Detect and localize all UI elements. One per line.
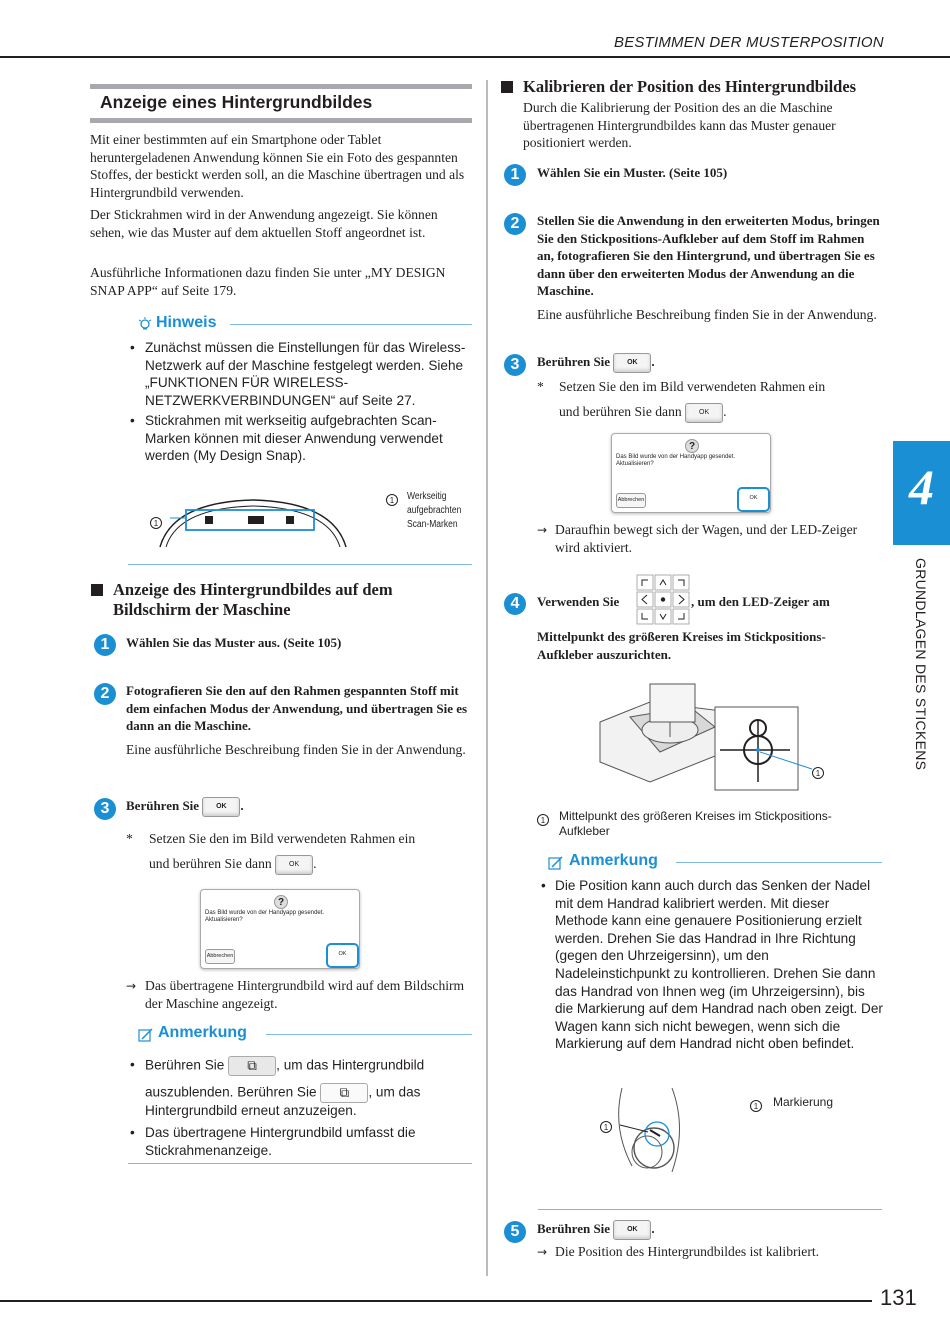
right-step-4-c: Mittelpunkt des größeren Kreises im Stickpositions-Aufkleber auszurichten. [537,629,826,662]
intro-paragraph-1: Mit einer bestimmten auf ein Smartphone oder Tablet heruntergeladenen Anwendung können Sie ein Foto des gespannten Stoffes, der bestickt werden soll, an die Maschine übertragen und als Hintergrundbild verwenden. [90,132,465,200]
right-step-3-line: Berühren Sie OK . [537,353,655,373]
chapter-label: GRUNDLAGEN DES STICKENS [913,558,929,771]
section-bar-bottom [90,118,472,123]
right-step-2-note: Eine ausführliche Beschreibung finden Sie in der Anwendung. [537,307,877,322]
bullet-dot: • [130,1057,135,1072]
note-rule-bottom [128,1163,472,1164]
memo-icon [138,1028,154,1047]
handwheel-figure-label: Markierung [773,1095,834,1109]
right-step-5-line: Berühren Sie OK . [537,1220,655,1240]
intro-paragraph-2: Der Stickrahmen wird in der Anwendung angezeigt. Sie können sehen, wie das Muster auf dem aktuellen Stoff angeordnet ist. [90,207,438,240]
arrow-keypad[interactable] [636,574,690,631]
step-badge-4: 4 [504,593,526,615]
page-number: 131 [880,1285,917,1310]
subsection-title: Anzeige des Hintergrundbildes auf dem Bildschirm der Maschine [113,580,393,619]
note-text: auszublenden. Berühren Sie [145,1084,317,1100]
ok-button[interactable]: OK [613,353,651,373]
asterisk: * [126,831,133,846]
step-badge-1: 1 [94,634,116,656]
right-step-2-text: Stellen Sie die Anwendung in den erweiterten Modus, bringen Sie den Stickpositions-Aufkleber auf dem Stoff im Rahmen an, fotografieren Sie den Hintergrund, und übertragen Sie es dann über den erweiterten Modus der Anwendung an die Maschine. [537,213,880,298]
right-step-4-b: , um den LED-Zeiger am [691,594,830,609]
right-intro: Durch die Kalibrierung der Position des an die Maschine übertragenen Hintergrundbildes kann das Muster genauer positioniert werden. [523,100,836,151]
footer-rule [0,1300,872,1302]
right-step-1-text: Wählen Sie ein Muster. (Seite 105) [537,165,728,180]
handwheel-illustration [612,1088,692,1177]
hint-icon [138,316,152,337]
step-badge-2: 2 [94,683,116,705]
hide-background-icon[interactable]: ⧉ [228,1056,276,1076]
step-badge-2: 2 [504,213,526,235]
hoop-scan-marks-illustration [148,492,358,557]
step-3-result: Das übertragene Hintergrundbild wird auf dem Bildschirm der Maschine angezeigt. [145,978,465,1011]
dialog-ok-button[interactable]: OK [737,487,770,512]
right-step-3-sub-line: und berühren Sie dann OK . [559,403,727,423]
hint-rule-bottom [128,564,472,565]
right-step-3-sub-2: und berühren Sie dann [559,404,682,420]
step-2-text: Fotografieren Sie den auf den Rahmen gespannten Stoff mit dem einfachen Modus der Anwendung, und übertragen Sie es dann an die Maschine. [126,683,468,733]
hint-title: Hinweis [156,314,217,331]
step-badge-3: 3 [504,354,526,376]
machine-figure-caption: Mittelpunkt des größeren Kreises im Stickpositions-Aufkleber [559,809,832,838]
show-background-icon[interactable]: ⧉ [320,1083,368,1103]
callout-marker: 1 [812,763,824,781]
right-section-title: Kalibrieren der Position des Hintergrundbildes [523,77,857,96]
right-step-5-text: Berühren Sie [537,1221,611,1236]
step-badge-1: 1 [504,164,526,186]
note-text: Berühren Sie [145,1057,225,1073]
bullet-dot: • [541,878,546,893]
header-rule [0,56,950,58]
memo-icon [548,856,564,875]
note-rule-top [266,1034,472,1035]
note-rule-bottom [538,1209,882,1210]
right-note-text: Die Position kann auch durch das Senken der Nadel mit dem Handrad kalibriert werden. Mit dieser Methode kann eine genauere Positionierung erzielt werden. Drehen Sie das Handrad in Ihre Richtung (gegen den Uhrzeigersinn), um den Nadeleinstichpunkt zu kontrollieren. Drehen Sie dann das Handrad von Ihnen weg (im Uhrzeigersinn), bis die Markierung auf dem Handrad nach oben zeigt. Der Wagen kann sich nicht bewegen, wenn sich die Markierung auf dem Handrad nicht oben befindet. [555,878,883,1052]
result-arrow-icon: → [126,979,137,993]
callout-marker: 1 [537,810,549,828]
step-3-sub-line: und berühren Sie dann OK . [149,855,317,875]
callout-marker: 1 [750,1096,762,1114]
note-bullet-1-line-1 [145,1056,424,1076]
step-badge-5: 5 [504,1221,526,1243]
step-3-sub-1: Setzen Sie den im Bild verwendeten Rahmen ein [149,831,416,846]
square-bullet [501,81,513,93]
note-text: , um das [368,1084,421,1100]
section-bar-top [90,84,472,89]
bullet-dot: • [130,1125,135,1140]
note-title: Anmerkung [569,852,658,869]
square-bullet [91,584,103,596]
update-dialog [200,889,360,969]
note-bullet-1-line-2 [145,1083,420,1103]
dialog-message: Das Bild wurde von der Handyapp gesendet. Aktualisieren? [616,454,736,467]
right-step-5-result: Die Position des Hintergrundbildes ist kalibriert. [555,1244,820,1259]
note-title: Anmerkung [158,1024,247,1041]
step-1-text: Wählen Sie das Muster aus. (Seite 105) [126,635,342,650]
ok-button[interactable]: OK [202,797,240,817]
note-bullet-2: Das übertragene Hintergrundbild umfasst die Stickrahmenanzeige. [145,1125,416,1158]
ok-button[interactable]: OK [685,403,723,423]
column-divider [486,80,488,1276]
ok-button[interactable]: OK [275,855,313,875]
section-title: Anzeige eines Hintergrundbildes [100,92,373,112]
question-icon: ? [274,895,288,909]
note-text: , um das Hintergrundbild [276,1057,425,1073]
embroidery-machine-illustration [590,682,840,797]
note-rule-top [676,862,882,863]
callout-marker: 1 [150,513,162,531]
hint-rule-top [230,324,472,325]
hint-bullet-2: Stickrahmen mit werkseitig aufgebrachten Scan-Marken können mit dieser Anwendung verwendet werden (My Design Snap). [145,413,443,464]
step-3-text: Berühren Sie [126,798,200,813]
cancel-button[interactable]: Abbrechen [205,949,235,964]
callout-marker: 1 [386,490,398,508]
note-bullet-1-line-3: Hintergrundbild erneut anzuzeigen. [145,1103,357,1118]
running-header: BESTIMMEN DER MUSTERPOSITION [614,34,884,51]
cancel-button[interactable]: Abbrechen [616,493,646,508]
question-icon: ? [685,439,699,453]
bullet-dot: • [130,340,135,355]
result-arrow-icon: → [537,523,548,537]
asterisk: * [537,379,544,394]
step-badge-3: 3 [94,798,116,820]
step-3-sub-2: und berühren Sie dann [149,856,272,872]
result-arrow-icon: → [537,1245,548,1259]
callout-marker: 1 [600,1117,612,1135]
hint-bullet-1: Zunächst müssen die Einstellungen für das Wireless-Netzwerk auf der Maschine festgelegt werden. Siehe „FUNKTIONEN FÜR WIRELESS-NETZWERKVERBINDUNGEN“ auf Seite 27. [145,340,466,408]
figure-label-scan-marks: Werkseitig aufgebrachten Scan-Marken [407,491,462,530]
right-step-3-result: Daraufhin bewegt sich der Wagen, und der LED-Zeiger wird aktiviert. [555,522,858,555]
dialog-ok-button[interactable]: OK [326,943,359,968]
right-step-4-a: Verwenden Sie [537,594,620,609]
dialog-message: Das Bild wurde von der Handyapp gesendet. Aktualisieren? [205,910,325,923]
bullet-dot: • [130,413,135,428]
chapter-number: 4 [909,459,934,515]
right-step-3-text: Berühren Sie [537,354,611,369]
step-3-line: Berühren Sie OK . [126,797,244,817]
step-2-note: Eine ausführliche Beschreibung finden Sie in der Anwendung. [126,742,466,757]
right-step-3-sub-1: Setzen Sie den im Bild verwendeten Rahmen ein [559,379,826,394]
intro-paragraph-3: Ausführliche Informationen dazu finden Sie unter „MY DESIGN SNAP APP“ auf Seite 179. [90,265,446,298]
ok-button[interactable]: OK [613,1220,651,1240]
update-dialog [611,433,771,513]
